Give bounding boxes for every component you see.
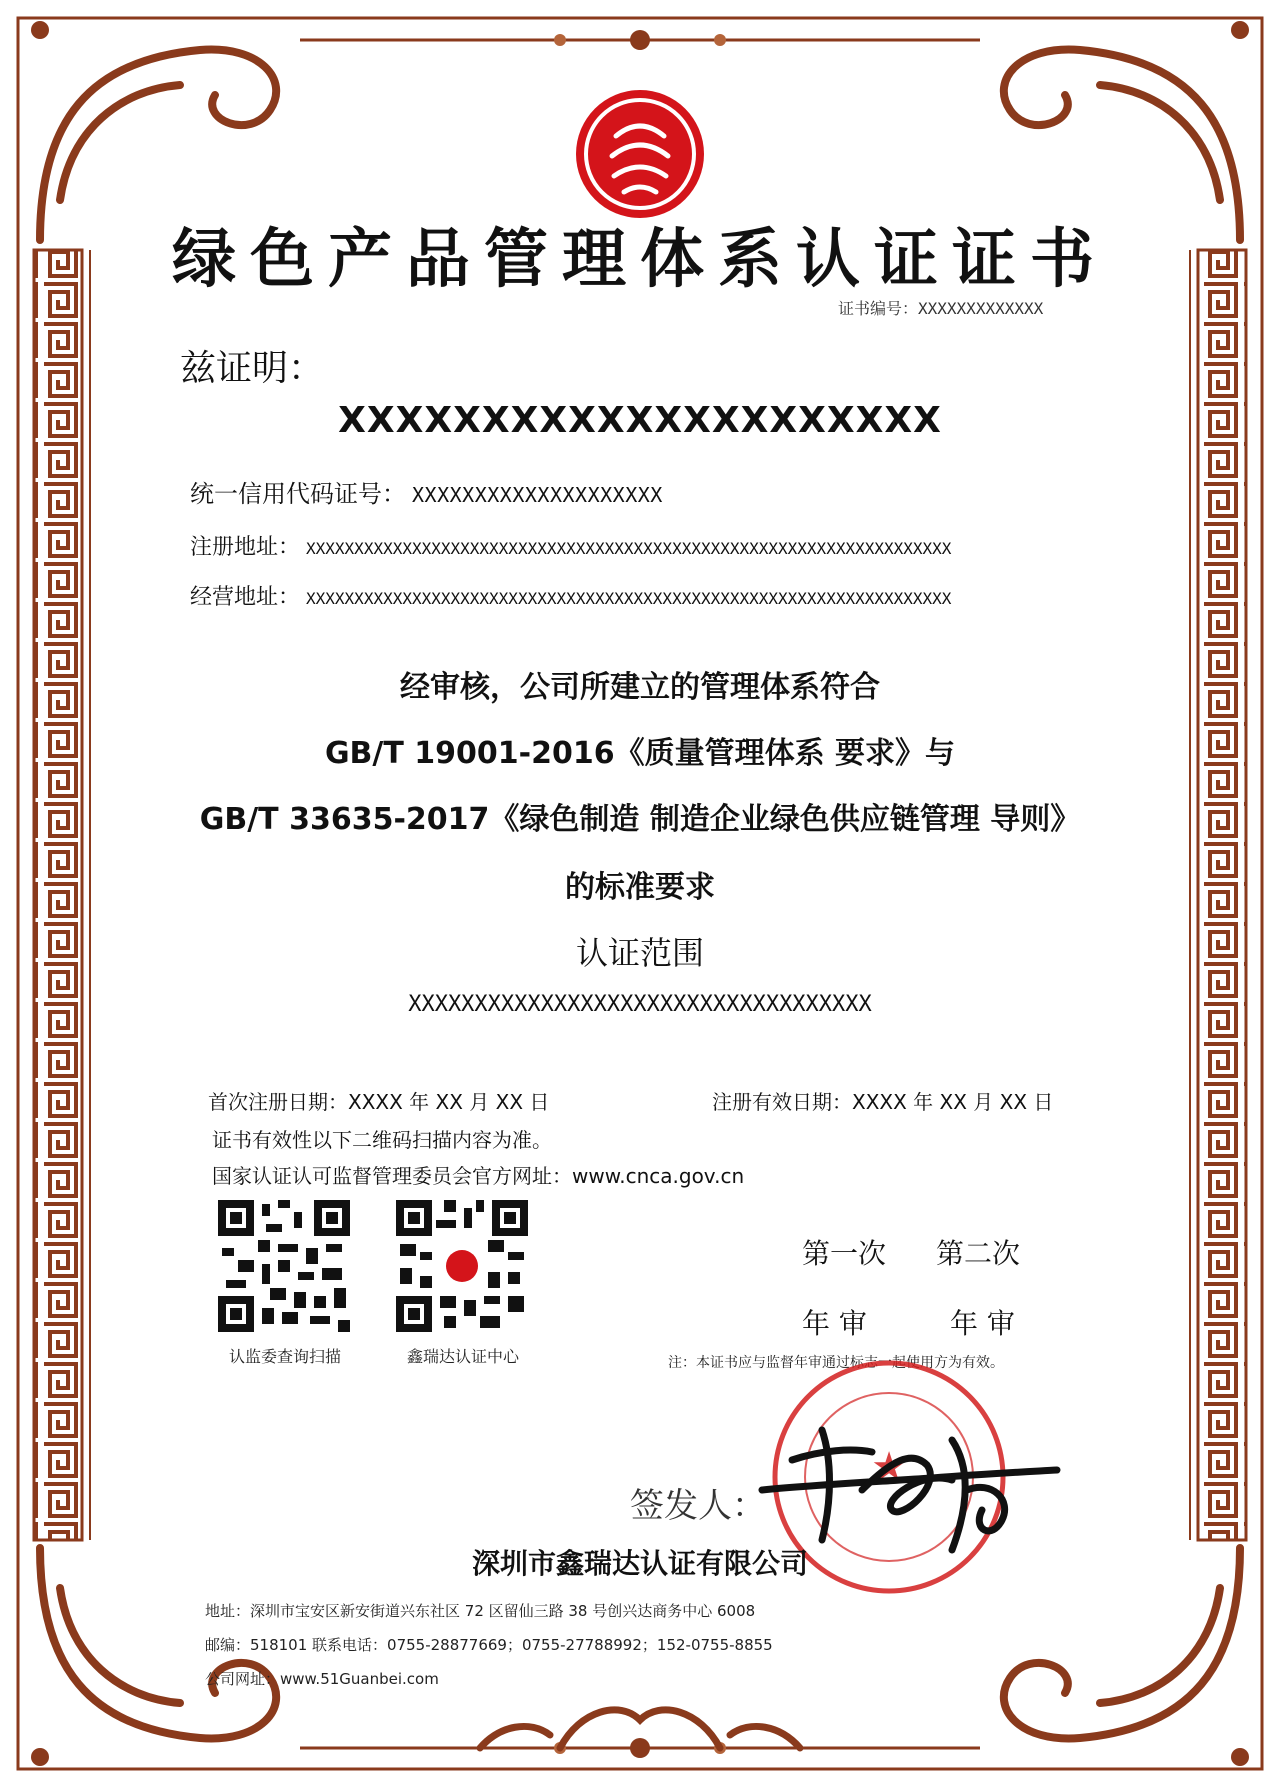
company-logo [572,86,708,222]
annual-review-second: 第二次 [936,1237,1021,1270]
registered-address-row [190,530,951,561]
credit-code-value: XXXXXXXXXXXXXXXXXXXX [412,483,663,507]
valid-until-date: 注册有效日期：XXXX 年 XX 月 XX 日 [712,1090,1054,1114]
validity-note: 证书有效性以下二维码扫描内容为准。 [212,1128,552,1152]
certificate-title: 绿色产品管理体系认证证书 [172,222,1108,297]
annual-review-first-label: 年 审 [802,1307,867,1340]
statement-line-2: GB/T 19001-2016《质量管理体系 要求》与 [324,736,956,771]
statement-line-3: GB/T 33635-2017《绿色制造 制造企业绿色供应链管理 导则》 [199,802,1081,837]
qr-code-cnca [218,1200,350,1332]
statement-line-4: 的标准要求 [565,870,715,905]
registered-address-value: XXXXXXXXXXXXXXXXXXXXXXXXXXXXXXXXXXXXXXXXXXXXXXXXXXXXXXXXXXXXXXXXXXX [306,539,952,558]
credit-code-row [190,474,663,509]
footer-website: 公司网址：www.51Guanbei.com [205,1670,439,1688]
scope-value: XXXXXXXXXXXXXXXXXXXXXXXXXXXXXXXXXXX [408,992,872,1017]
company-name: XXXXXXXXXXXXXXXXXXXXX [338,400,942,441]
certificate-number [838,296,1043,319]
footer-contact: 邮编：518101 联系电话：0755-28877669；0755-27788992；152-0755-8855 [205,1636,773,1654]
annual-review-second-label: 年 审 [950,1307,1015,1340]
registered-address-label: 注册地址： [190,535,301,560]
svg-text:★: ★ [871,1444,907,1490]
operating-address-value: XXXXXXXXXXXXXXXXXXXXXXXXXXXXXXXXXXXXXXXXXXXXXXXXXXXXXXXXXXXXXXXXXXX [306,589,952,608]
scope-title: 认证范围 [575,934,704,972]
qr-code-xinruida [396,1200,528,1332]
qr-caption-cnca: 认监委查询扫描 [228,1347,341,1366]
statement-line-1: 经审核，公司所建立的管理体系符合 [400,670,880,705]
issuer-company: 深圳市鑫瑞达认证有限公司 [471,1547,808,1580]
first-registration-date: 首次注册日期：XXXX 年 XX 月 XX 日 [208,1090,550,1114]
operating-address-row [190,580,951,611]
operating-address-label: 经营地址： [190,585,301,610]
annual-review-first: 第一次 [802,1237,887,1270]
signer-label: 签发人： [630,1486,766,1526]
review-note: 注：本证书应与监督年审通过标志一起使用方为有效。 [668,1355,1004,1371]
qr-caption-xinruida: 鑫瑞达认证中心 [406,1347,519,1366]
cnca-website: 国家认证认可监督管理委员会官方网址：www.cnca.gov.cn [212,1164,745,1188]
handwritten-signature [752,1390,1072,1560]
footer-address: 地址：深圳市宝安区新安街道兴东社区 72 区留仙三路 38 号创兴达商务中心 6008 [205,1602,756,1620]
certificate-number-value: XXXXXXXXXXXXX [918,299,1044,318]
credit-code-label: 统一信用代码证号： [190,480,406,508]
hereby-certify: 兹证明： [180,348,325,389]
certificate-number-label: 证书编号： [838,299,919,318]
